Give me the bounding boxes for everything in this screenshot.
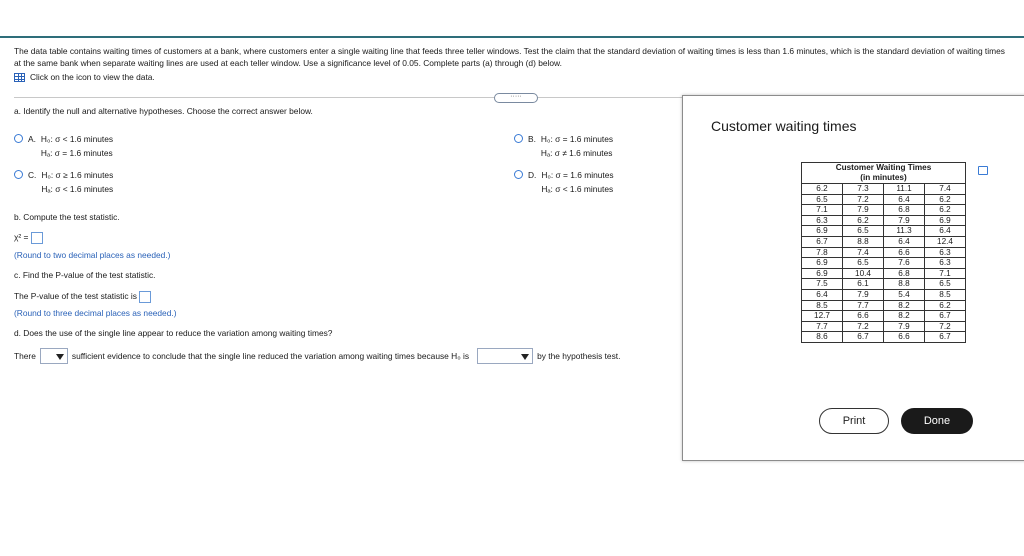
option-c-letter: C. [28,170,37,180]
p-value-text: The P-value of the test statistic is [14,291,137,302]
table-cell: 6.9 [802,258,843,269]
table-cell: 6.8 [884,205,925,216]
table-cell: 7.6 [884,258,925,269]
table-cell: 7.5 [802,279,843,290]
table-cell: 5.4 [884,289,925,300]
part-b-prompt: b. Compute the test statistic. [14,212,120,222]
table-row [802,279,966,290]
table-cell: 6.6 [884,332,925,343]
table-row [802,184,966,195]
table-cell: 8.2 [884,311,925,322]
option-b-h0: H₀: σ = 1.6 minutes [540,134,614,144]
table-icon[interactable] [14,73,25,82]
part-c-note: (Round to three decimal places as needed.) [14,308,177,318]
table-header [802,163,966,184]
table-header-line-1: Customer Waiting Times [835,163,932,172]
table-cell: 6.2 [925,205,966,216]
table-row [802,194,966,205]
table-row [802,289,966,300]
table-cell: 8.6 [802,332,843,343]
option-c-h0: H₀: σ ≥ 1.6 minutes [41,170,114,180]
radio-c[interactable] [14,170,23,179]
option-d[interactable] [514,168,614,196]
table-cell: 11.3 [884,226,925,237]
table-cell: 7.9 [843,205,884,216]
table-cell: 11.1 [884,184,925,195]
option-c-ha: Hₐ: σ < 1.6 minutes [41,184,114,194]
table-cell: 10.4 [843,268,884,279]
table-cell: 7.4 [925,184,966,195]
table-cell: 7.1 [925,268,966,279]
table-cell: 6.7 [925,332,966,343]
part-b-note: (Round to two decimal places as needed.) [14,250,171,260]
popup-title: Customer waiting times [711,118,857,134]
table-cell: 7.7 [802,321,843,332]
part-d-pre: There [14,351,36,361]
table-cell: 6.5 [843,226,884,237]
table-cell: 6.2 [925,194,966,205]
option-a-letter: A. [28,134,36,144]
table-row [802,258,966,269]
table-cell: 12.4 [925,236,966,247]
table-row [802,226,966,237]
table-header-line-2: (in minutes) [860,173,907,182]
option-a-ha: Hₐ: σ = 1.6 minutes [40,148,113,158]
radio-b[interactable] [514,134,523,143]
table-cell: 8.8 [884,279,925,290]
table-cell: 6.9 [925,215,966,226]
option-b-ha: Hₐ: σ ≠ 1.6 minutes [540,148,613,158]
data-popup [682,95,1024,461]
table-cell: 6.5 [843,258,884,269]
table-cell: 6.2 [843,215,884,226]
table-cell: 6.6 [843,311,884,322]
table-cell: 7.2 [843,321,884,332]
table-cell: 7.3 [843,184,884,195]
part-d-mid: sufficient evidence to conclude that the single line reduced the variation among waiting times because H₀ is [71,351,470,361]
option-d-ha: Hₐ: σ < 1.6 minutes [541,184,614,194]
table-cell: 7.7 [843,300,884,311]
table-row [802,215,966,226]
radio-a[interactable] [14,134,23,143]
table-cell: 7.2 [925,321,966,332]
table-cell: 7.9 [884,321,925,332]
option-b-letter: B. [528,134,536,144]
part-d-post: by the hypothesis test. [537,351,621,361]
table-cell: 6.3 [925,247,966,258]
table-row [802,321,966,332]
table-cell: 6.5 [925,279,966,290]
table-cell: 8.5 [802,300,843,311]
chi-square-label: χ² = [14,232,29,243]
table-cell: 6.7 [802,236,843,247]
part-c-prompt: c. Find the P-value of the test statistic. [14,270,156,280]
table-row [802,236,966,247]
table-row [802,205,966,216]
option-b[interactable] [514,132,613,160]
table-cell: 6.9 [802,268,843,279]
part-a-prompt: a. Identify the null and alternative hypotheses. Choose the correct answer below. [14,106,313,116]
table-cell: 6.1 [843,279,884,290]
option-d-h0: H₀: σ = 1.6 minutes [541,170,614,180]
table-cell: 6.4 [925,226,966,237]
radio-d[interactable] [514,170,523,179]
table-cell: 7.9 [843,289,884,300]
p-value-input[interactable] [139,291,151,303]
table-cell: 6.4 [884,194,925,205]
expand-button[interactable]: ····· [494,93,538,103]
evidence-dropdown[interactable] [40,348,68,364]
view-data-link[interactable] [14,72,155,82]
table-cell: 6.4 [884,236,925,247]
table-cell: 8.8 [843,236,884,247]
table-cell: 6.3 [925,258,966,269]
table-cell: 6.2 [802,184,843,195]
table-cell: 7.2 [843,194,884,205]
chevron-down-icon[interactable] [56,354,64,360]
table-cell: 6.3 [802,215,843,226]
p-value-row [14,291,151,303]
table-cell: 7.9 [884,215,925,226]
part-d-prompt: d. Does the use of the single line appear to reduce the variation among waiting times? [14,328,333,338]
table-cell: 12.7 [802,311,843,322]
table-row [802,268,966,279]
table-cell: 6.8 [884,268,925,279]
h0-decision-dropdown[interactable] [477,348,533,364]
section-divider [14,97,682,98]
view-data-text[interactable]: Click on the icon to view the data. [30,72,155,82]
table-cell: 6.4 [802,289,843,300]
table-cell: 7.8 [802,247,843,258]
chevron-down-icon[interactable] [521,354,529,360]
part-d-sentence [14,348,620,364]
done-button[interactable]: Done [901,408,973,434]
option-c[interactable] [14,168,113,196]
chi-square-input[interactable] [31,232,43,244]
table-cell: 6.2 [925,300,966,311]
waiting-times-table [801,162,966,343]
table-cell: 6.7 [925,311,966,322]
option-a-h0: H₀: σ < 1.6 minutes [40,134,114,144]
top-accent-bar [0,36,1024,38]
table-cell: 8.5 [925,289,966,300]
table-cell: 6.5 [802,194,843,205]
print-button[interactable]: Print [819,408,889,434]
table-cell: 6.7 [843,332,884,343]
option-d-letter: D. [528,170,537,180]
table-row [802,311,966,322]
table-cell: 6.6 [884,247,925,258]
table-cell: 8.2 [884,300,925,311]
table-row [802,300,966,311]
table-cell: 7.1 [802,205,843,216]
test-stat-row [14,232,43,244]
table-cell: 7.4 [843,247,884,258]
table-row [802,332,966,343]
problem-statement: The data table contains waiting times of customers at a bank, where customers enter a single waiting line that feeds three teller windows. Test the claim that the standard deviation of waiting times is less than 1.6 minutes, which is the standard deviation of waiting times at the same bank when separate waiting lines are used at each teller window. Use a significance level of 0.05. Complete parts (a) through (d) below. [14,46,1005,68]
table-row [802,247,966,258]
copy-icon[interactable] [978,166,988,175]
table-cell: 6.9 [802,226,843,237]
option-a[interactable] [14,132,113,160]
